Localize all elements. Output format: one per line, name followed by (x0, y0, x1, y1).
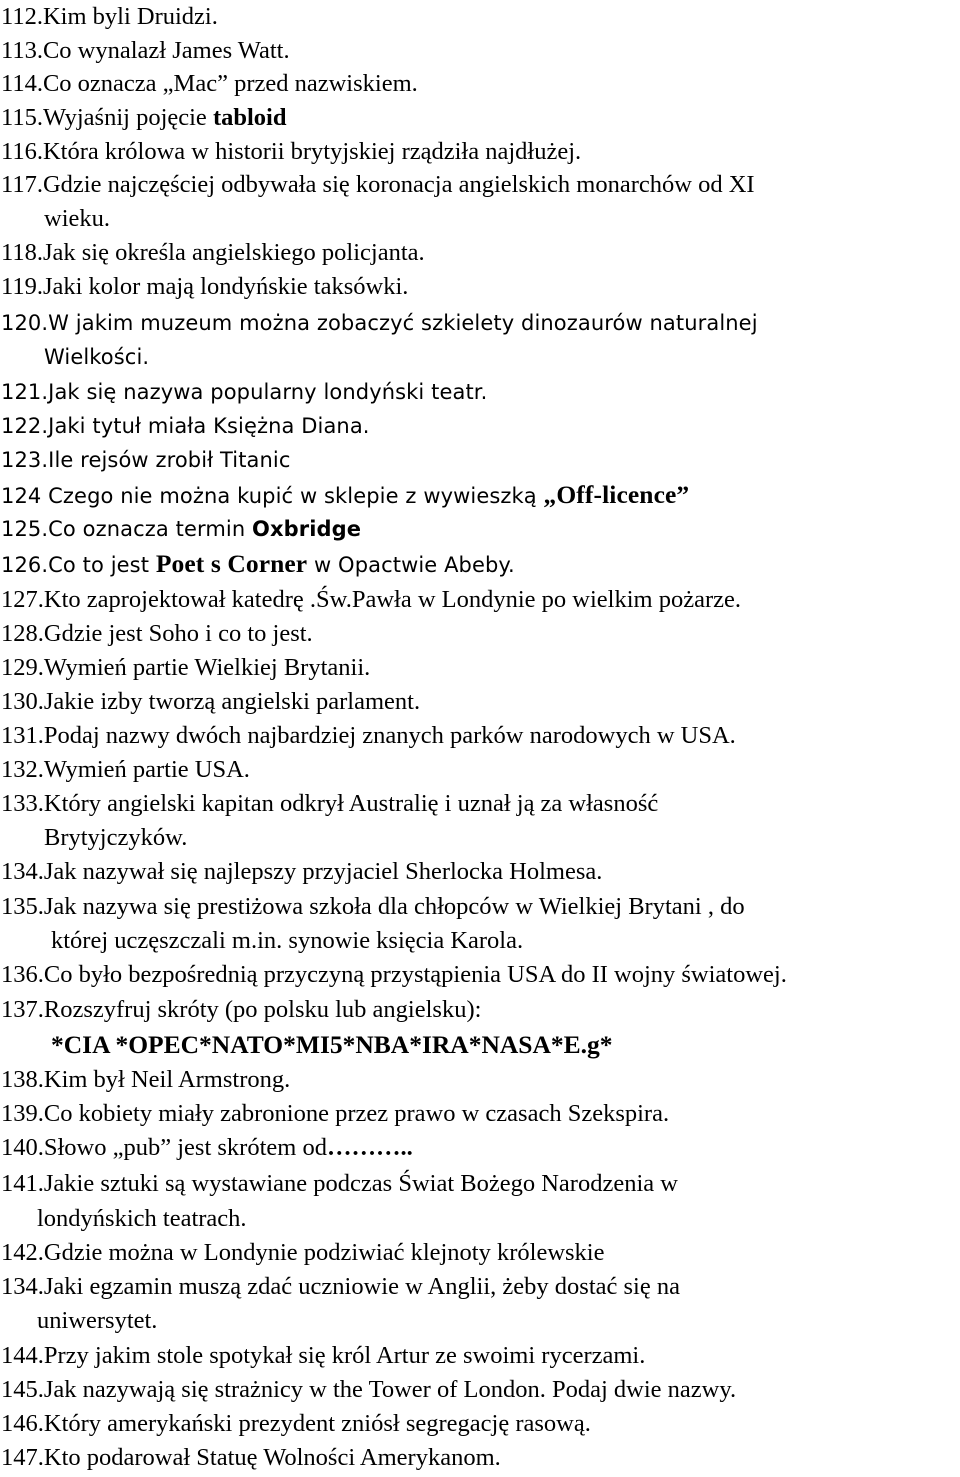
question-132: 132.Wymień partie USA. (1, 756, 250, 783)
question-145: 145.Jak nazywają się strażnicy w the Tower of London. Podaj dwie nazwy. (1, 1376, 737, 1403)
question-146: 146.Który amerykański prezydent zniósł segregację rasową. (1, 1410, 591, 1437)
question-125 (1, 512, 361, 546)
question-126 (1, 547, 515, 581)
abbreviations-bold: *CIA *OPEC*NATO*MI5*NBA*IRA*NASA*E.g* (51, 1030, 613, 1059)
term-bold: Poet s Corner (155, 549, 308, 578)
question-121: 121.Jak się nazywa popularny londyński teatr. (1, 380, 488, 404)
question-143-continuation: uniwersytet. (37, 1307, 158, 1334)
question-137: 137.Rozszyfruj skróty (po polsku lub angielsku): (1, 996, 482, 1023)
question-text: 140.Słowo „pub” jest skrótem od (1, 1134, 327, 1161)
question-139: 139.Co kobiety miały zabronione przez prawo w czasach Szekspira. (1, 1100, 670, 1127)
question-133: 133.Który angielski kapitan odkrył Australię i uznał ją za własność (1, 790, 659, 817)
question-135-continuation: której uczęszczali m.in. synowie księcia Karola. (51, 927, 524, 954)
question-text: 125.Co oznacza termin (1, 517, 253, 541)
question-142: 142.Gdzie można w Londynie podziwiać klejnoty królewskie (1, 1239, 605, 1266)
question-115 (1, 101, 286, 135)
question-text: 126.Co to jest (1, 553, 156, 577)
question-120-continuation: Wielkości. (44, 345, 150, 369)
question-147: 147.Kto podarował Statuę Wolności Amerykanom. (1, 1444, 501, 1471)
question-text: 124 Czego nie można kupić w sklepie z wywieszką (1, 484, 544, 508)
question-text: 115.Wyjaśnij pojęcie (1, 104, 213, 131)
question-120: 120.W jakim muzeum można zobaczyć szkielety dinozaurów naturalnej (1, 311, 758, 335)
question-117-continuation: wieku. (44, 205, 110, 232)
question-118: 118.Jak się określa angielskiego policjanta. (1, 239, 425, 266)
question-130: 130.Jakie izby tworzą angielski parlament. (1, 688, 421, 715)
question-122: 122.Jaki tytuł miała Księżna Diana. (1, 414, 370, 438)
question-135: 135.Jak nazywa się prestiżowa szkoła dla chłopców w Wielkiej Brytani , do (1, 893, 745, 920)
question-112: 112.Kim byli Druidzi. (1, 3, 218, 30)
term-bold: tabloid (212, 104, 287, 131)
question-113: 113.Co wynalazł James Watt. (1, 37, 290, 64)
question-114: 114.Co oznacza „Mac” przed nazwiskiem. (1, 70, 418, 97)
question-138: 138.Kim był Neil Armstrong. (1, 1066, 291, 1093)
question-144: 144.Przy jakim stole spotykał się król Artur ze swoimi rycerzami. (1, 1342, 646, 1369)
question-text-end: w Opactwie Abeby. (307, 553, 515, 577)
question-136: 136.Co było bezpośrednią przyczyną przystąpienia USA do II wojny światowej. (1, 961, 787, 988)
question-127: 127.Kto zaprojektował katedrę .Św.Pawła w Londynie po wielkim pożarze. (1, 586, 742, 613)
question-140 (1, 1131, 413, 1165)
question-117: 117.Gdzie najczęściej odbywała się koronacja angielskich monarchów od XI (1, 171, 755, 198)
question-134: 134.Jak nazywał się najlepszy przyjaciel Sherlocka Holmesa. (1, 858, 603, 885)
question-128: 128.Gdzie jest Soho i co to jest. (1, 620, 313, 647)
question-131: 131.Podaj nazwy dwóch najbardziej znanych parków narodowych w USA. (1, 722, 736, 749)
term-bold: Oxbridge (252, 517, 362, 541)
term-bold: „Off-licence” (543, 480, 690, 509)
question-123: 123.Ile rejsów zrobił Titanic (1, 448, 291, 472)
question-141: 141.Jakie sztuki są wystawiane podczas Świat Bożego Narodzenia w (1, 1170, 678, 1197)
blank-dots: ……….. (326, 1134, 413, 1161)
question-137-abbreviations (51, 1028, 613, 1062)
question-133-continuation: Brytyjczyków. (44, 824, 188, 851)
question-116: 116.Która królowa w historii brytyjskiej rządziła najdłużej. (1, 138, 582, 165)
question-124 (1, 478, 689, 512)
question-143: 134.Jaki egzamin muszą zdać uczniowie w Anglii, żeby dostać się na (1, 1273, 680, 1300)
question-129: 129.Wymień partie Wielkiej Brytanii. (1, 654, 371, 681)
question-119: 119.Jaki kolor mają londyńskie taksówki. (1, 273, 409, 300)
question-141-continuation: londyńskich teatrach. (37, 1205, 247, 1232)
